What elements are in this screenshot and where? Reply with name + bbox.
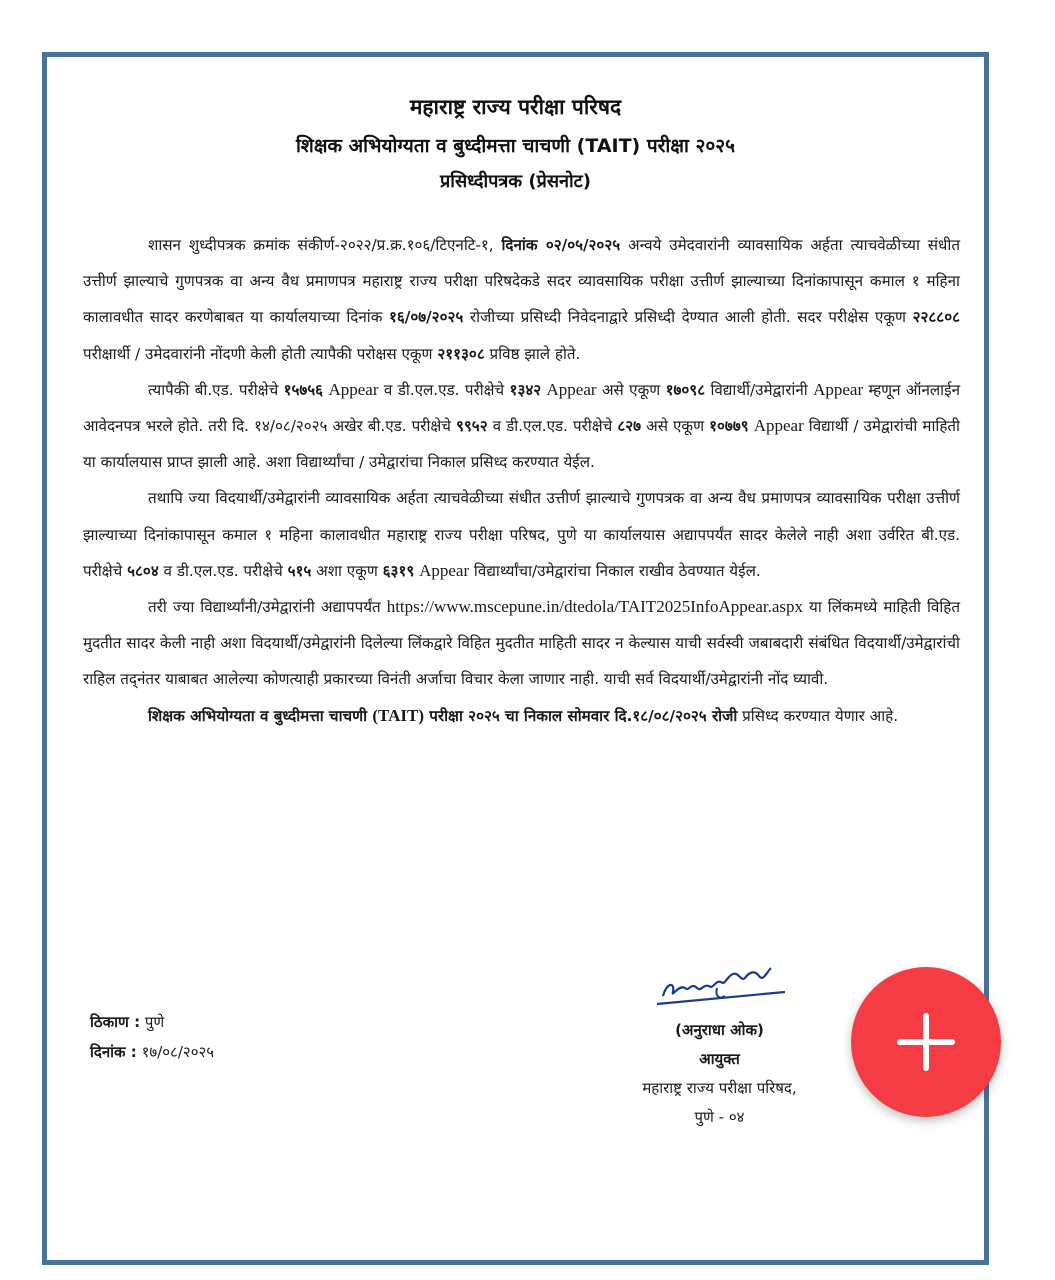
tait-label: (TAIT) bbox=[372, 705, 424, 725]
ded-pending-count: ५१५ bbox=[287, 561, 312, 580]
text: विद्यार्थी / उमेद्वारांची माहिती या कार्यालयास प्राप्त झाली आहे. अशा विद्यार्थ्यांचा / उमेद्वारांचा निकाल प्रसिध्द करण्यात येईल. bbox=[83, 417, 960, 472]
signatory-org: महाराष्ट्र राज्य परीक्षा परिषद, bbox=[642, 1079, 797, 1097]
text: म्हणून ऑनलाईन आवेदनपत्र भरले होते. तरी दि. १४/०८/२०२५ अखेर बी.एड. परीक्षेचे bbox=[83, 380, 961, 436]
paragraph-2 bbox=[83, 372, 960, 481]
appear-label: Appear bbox=[813, 379, 864, 399]
text: विद्यार्थ्यांचा/उमेद्वारांचा निकाल राखीव ठेवण्यात येईल. bbox=[469, 561, 761, 580]
appear-label: Appear bbox=[753, 416, 804, 436]
signature-image bbox=[645, 952, 795, 1012]
result-date: परीक्षा २०२५ चा निकाल सोमवार दि.१८/०८/२०२५ रोजी bbox=[424, 706, 738, 725]
paragraph-1 bbox=[83, 227, 960, 372]
signatory-title: आयुक्त bbox=[699, 1050, 740, 1068]
text: त्यापैकी बी.एड. परीक्षेचे bbox=[148, 380, 284, 399]
date-value: १७/०८/२०२५ bbox=[141, 1043, 215, 1061]
notice-date: १६/०७/२०२५ bbox=[389, 308, 464, 327]
plus-icon bbox=[896, 1012, 956, 1072]
signatory-name: (अनुराधा ओक) bbox=[675, 1021, 764, 1039]
text: तथापि ज्या विदयार्थी/उमेद्वारांनी व्यावसायिक अर्हता त्याचवेळीच्या संधीत उत्तीर्ण झाल्याचे गुणपत्रक वा अन्य वैध प्रमाणपत्र व्यावसायिक परीक्षा उत्तीर्ण झाल्याच्या दिनांकापासून कमाल १ महिना कालावधीत महाराष्ट्र राज्य परीक्षा परिषद, पुणे या कार्यालयास अद्यापपर्यंत सादर केलेले नाही अशा उर्वरित बी.एड. परीक्षेचे bbox=[83, 489, 960, 580]
place-date-block bbox=[90, 1007, 214, 1067]
signature-block bbox=[592, 952, 847, 1132]
info-appear-link[interactable]: https://www.mscepune.in/dtedola/TAIT2025InfoAppear.aspx bbox=[386, 597, 804, 617]
text: असे एकूण bbox=[641, 417, 710, 436]
text: परीक्षार्थी / उमेदवारांनी नोंदणी केली होती त्यापैकी परोक्षस एकूण bbox=[83, 344, 438, 363]
org-title: महाराष्ट्र राज्य परीक्षा परिषद bbox=[409, 95, 622, 119]
text: व डी.एल.एड. परीक्षेचे bbox=[158, 561, 288, 580]
text: विद्यार्थी/उमेद्वारांनी bbox=[705, 380, 814, 399]
place-label: ठिकाण : bbox=[90, 1013, 141, 1031]
text: प्रविष्ठ झाले होते. bbox=[484, 344, 581, 363]
circular-date: दिनांक ०२/०५/२०२५ bbox=[501, 236, 621, 254]
text: तरी ज्या विद्यार्थ्यांनी/उमेद्वारांनी अद्यापपर्यंत bbox=[148, 598, 387, 617]
total-appear-count: १७०९८ bbox=[665, 380, 706, 399]
appear-label: Appear bbox=[328, 379, 379, 399]
text: व डी.एल.एड. परीक्षेचे bbox=[378, 380, 510, 399]
add-button[interactable] bbox=[851, 967, 1001, 1117]
text: रोजीच्या प्रसिध्दी निवेदनाद्वारे प्रसिध्दी देण्यात आली होती. सदर परीक्षेस एकूण bbox=[463, 308, 913, 327]
text: अशा एकूण bbox=[311, 561, 383, 580]
paragraph-3 bbox=[83, 480, 960, 589]
text: शिक्षक अभियोग्यता व बुध्दीमत्ता चाचणी bbox=[148, 706, 373, 725]
document-frame bbox=[42, 52, 989, 1265]
signatory-city: पुणे - ०४ bbox=[694, 1108, 745, 1126]
text: अन्वये उमेदवारांनी व्यावसायिक अर्हता त्याचवेळीच्या संधीत उत्तीर्ण झाल्याचे गुणपत्रक वा अन्य वैध प्रमाणपत्र महाराष्ट्र राज्य परीक्षा परिषदेकडे सदर व्यावसायिक परीक्षा उत्तीर्ण झाल्याच्या दिनांकापासून कमाल १ महिना कालावधीत सादर करणेबाबत या कार्यालयाच्या दिनांक bbox=[83, 236, 960, 327]
text: या लिंकमध्ये माहिती विहित मुदतीत सादर केली नाही अशा विदयार्थी/उमेद्वारांनी दिलेल्या लिंकद्वारे विहित मुदतीत माहिती सादर न केल्यास याची सर्वस्वी जबाबदारी संबंधित विदयार्थी/उमेद्वारांची राहिल तद्नंतर याबाबत आलेल्या कोणत्याही प्रकारच्या विनंती अर्जाचा विचार केला जाणार नाही. याची सर्व विदयार्थी/उमेद्वारांनी नोंद घ्यावी. bbox=[83, 598, 960, 689]
appear-label: Appear bbox=[546, 379, 597, 399]
ded-appear-count: १३४२ bbox=[509, 380, 542, 399]
bed-appear-count: १५७५६ bbox=[283, 380, 324, 399]
bed-pending-count: ५८०४ bbox=[127, 561, 159, 580]
date-row bbox=[90, 1037, 214, 1067]
paragraph-4 bbox=[83, 589, 960, 698]
registered-count: २२८८०८ bbox=[912, 308, 960, 327]
paragraph-5 bbox=[83, 698, 960, 734]
exam-title bbox=[47, 132, 984, 158]
text: शासन शुध्दीपत्रक क्रमांक संकीर्ण-२०२२/प्र.क्र.१०६/टिएनटि-१, bbox=[148, 236, 502, 254]
ded-received-count: ८२७ bbox=[617, 417, 642, 436]
total-pending-count: ६३१९ bbox=[382, 561, 415, 580]
exam-title-text: शिक्षक अभियोग्यता व बुध्दीमत्ता चाचणी (TAIT) परीक्षा २०२५ bbox=[295, 135, 736, 157]
place-value: पुणे bbox=[144, 1013, 165, 1031]
place-row bbox=[90, 1007, 214, 1037]
text: प्रसिध्द करण्यात येणार आहे. bbox=[737, 706, 899, 725]
appear-label: Appear bbox=[419, 560, 470, 580]
date-label: दिनांक : bbox=[90, 1043, 137, 1061]
text: व डी.एल.एड. परीक्षेचे bbox=[487, 417, 618, 436]
document-body bbox=[83, 227, 960, 734]
total-received-count: १०७७९ bbox=[709, 417, 749, 436]
doc-type-title: प्रसिध्दीपत्रक (प्रेसनोट) bbox=[440, 171, 591, 192]
bed-received-count: ९९५२ bbox=[456, 417, 488, 436]
appeared-count: २११३०८ bbox=[437, 344, 485, 363]
text: असे एकूण bbox=[596, 380, 666, 399]
